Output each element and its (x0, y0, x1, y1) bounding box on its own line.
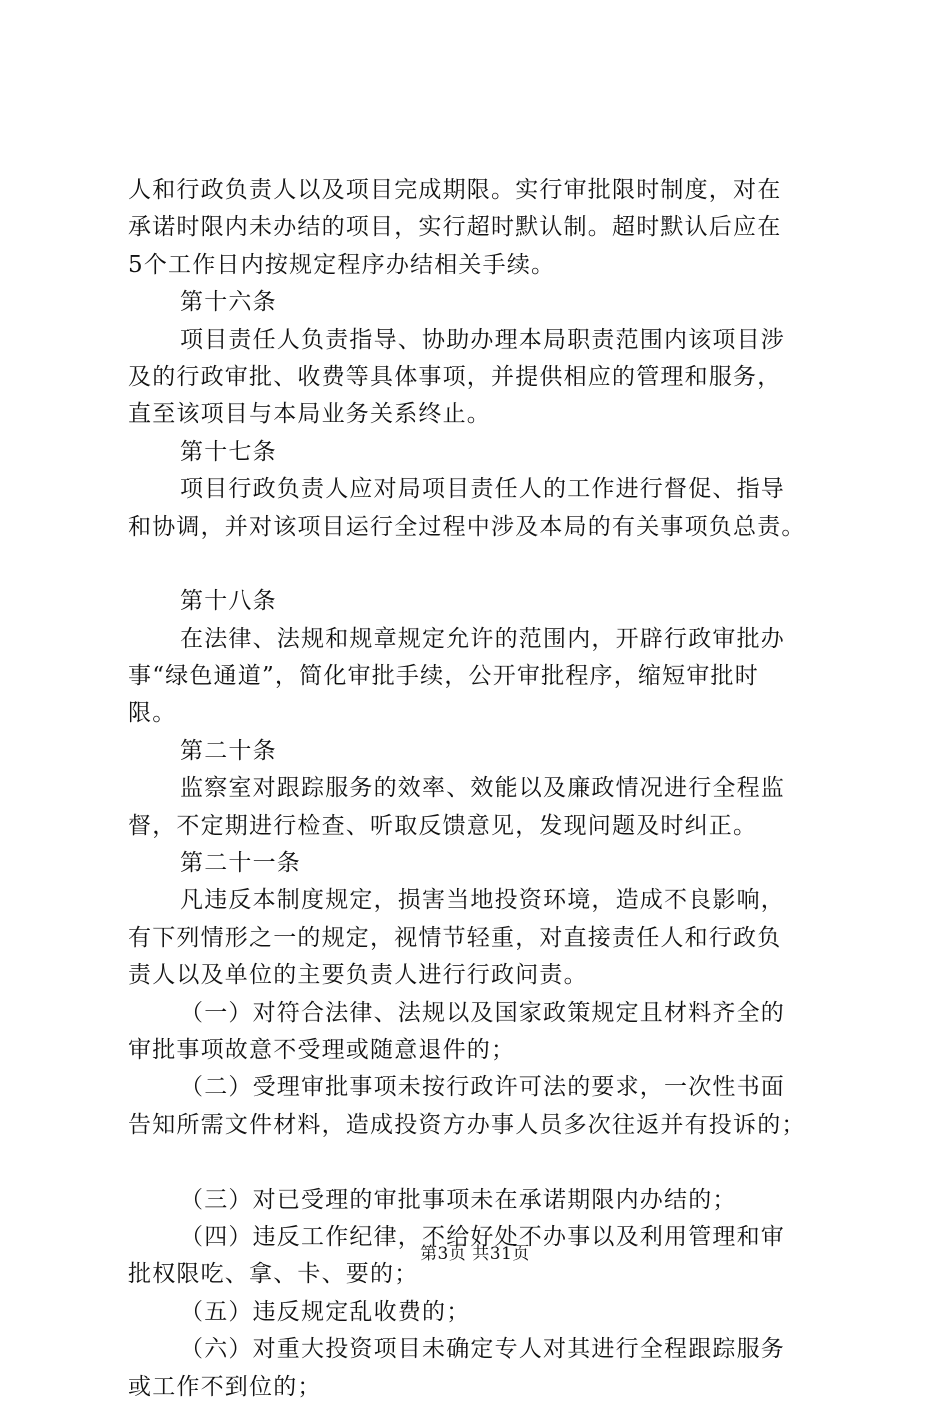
text-line: 凡违反本制度规定，损害当地投资环境，造成不良影响， (180, 887, 785, 914)
blank-line (128, 1144, 838, 1181)
list-item: （六）对重大投资项目未确定专人对其进行全程跟踪服务 (180, 1336, 785, 1363)
list-item: （三）对已受理的审批事项未在承诺期限内办结的； (180, 1186, 737, 1213)
text-line: 责人以及单位的主要负责人进行行政问责。 (128, 962, 588, 989)
list-item: （一）对符合法律、法规以及国家政策规定且材料齐全的 (180, 999, 785, 1026)
list-item: （二）受理审批事项未按行政许可法的要求，一次性书面 (180, 1074, 785, 1101)
text-line: 及的行政审批、收费等具体事项，并提供相应的管理和服务， (128, 363, 782, 390)
text-line: 有下列情形之一的规定，视情节轻重，对直接责任人和行政负 (128, 924, 782, 951)
text-line: 项目责任人负责指导、协助办理本局职责范围内该项目涉 (180, 326, 785, 353)
text-line: 承诺时限内未办结的项目，实行超时默认制。超时默认后应在 (128, 214, 782, 241)
text-line: 监察室对跟踪服务的效率、效能以及廉政情况进行全程监 (180, 775, 785, 802)
text-line: 在法律、法规和规章规定允许的范围内，开辟行政审批办 (180, 625, 785, 652)
text-line: 直至该项目与本局业务关系终止。 (128, 401, 491, 428)
text-line: 或工作不到位的； (128, 1373, 322, 1400)
article-heading: 第十八条 (180, 588, 277, 615)
text-line: 限。 (128, 700, 177, 727)
text-line: 项目行政负责人应对局项目责任人的工作进行督促、指导 (180, 476, 785, 503)
list-item: （四）违反工作纪律，不给好处不办事以及利用管理和审 (180, 1223, 785, 1250)
text-line: 督，不定期进行检查、听取反馈意见，发现问题及时纠正。 (128, 812, 758, 839)
text-line: 审批事项故意不受理或随意退件的； (128, 1036, 516, 1063)
article-heading: 第十六条 (180, 289, 277, 316)
blank-line (128, 546, 838, 583)
text-line: 批权限吃、拿、卡、要的； (128, 1261, 419, 1288)
text-line: 人和行政负责人以及项目完成期限。实行审批限时制度，对在 (128, 177, 782, 203)
article-heading: 第二十条 (180, 737, 277, 764)
text-line: 事“绿色通道”，简化审批手续，公开审批程序，缩短审批时 (128, 663, 759, 690)
article-heading: 第二十一条 (180, 850, 301, 877)
list-item: （五）违反规定乱收费的； (180, 1298, 471, 1325)
text-line: 和协调，并对该项目运行全过程中涉及本局的有关事项负总责。 (128, 513, 806, 540)
article-heading: 第十七条 (180, 438, 277, 465)
page-number: 第3页 共31页 (420, 1244, 530, 1264)
text-line: 5个工作日内按规定程序办结相关手续。 (128, 251, 556, 278)
document-body (128, 172, 838, 1406)
text-line: 告知所需文件材料，造成投资方办事人员多次往返并有投诉的； (128, 1111, 806, 1138)
